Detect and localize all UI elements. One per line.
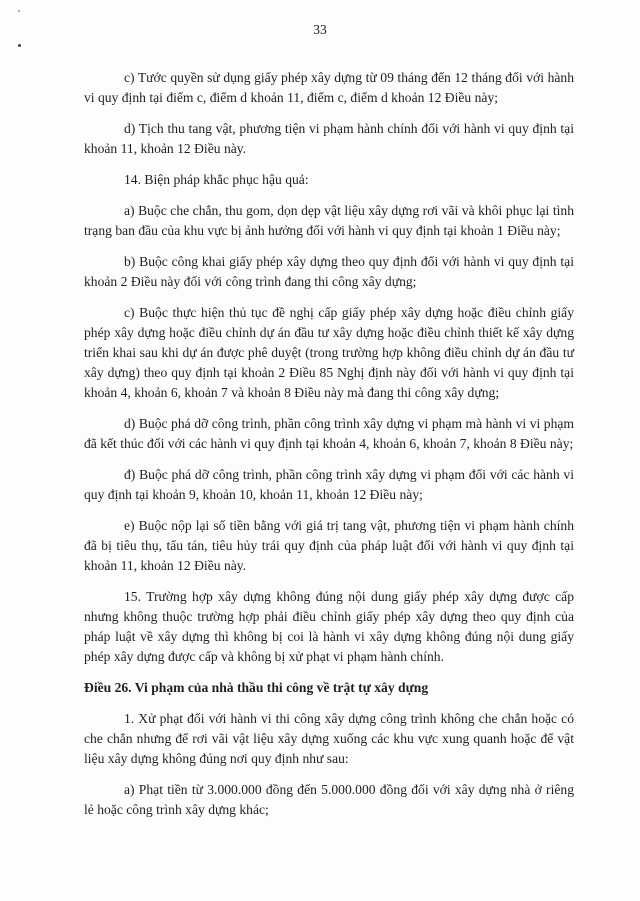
paragraph-14dd: đ) Buộc phá dỡ công trình, phần công trình xây dựng vi phạm đối với các hành vi quy định tại khoản 9, khoản 10, khoản 11, khoản 12 Điều này; [84,467,574,502]
article-heading: Điều 26. Vi phạm của nhà thầu thi công về trật tự xây dựng [84,680,429,695]
scan-speck [18,44,21,47]
paragraph-14: 14. Biện pháp khắc phục hậu quả: [124,172,309,187]
document-body [84,68,574,831]
paragraph-14c: c) Buộc thực hiện thủ tục đề nghị cấp giấy phép xây dựng hoặc điều chỉnh giấy phép xây dựng hoặc điều chỉnh dự án đầu tư xây dựng hoặc điều chỉnh thiết kế xây dựng triển khai sau khi dự án được phê duyệt (trong trường hợp không điều chỉnh dự án đầu tư xây dựng) theo quy định tại khoản 2 Điều 85 Nghị định này đối với hành vi quy định tại khoản 4, khoản 6, khoản 7 và khoản 8 Điều này mà đang thi công xây dựng; [84,305,574,400]
scan-speck [18,10,20,12]
paragraph-14e: e) Buộc nộp lại số tiền bằng với giá trị tang vật, phương tiện vi phạm hành chính đã bị tiêu thụ, tẩu tán, tiêu hủy trái quy định của pháp luật đối với hành vi quy định tại khoản 11, khoản 12 Điều này. [84,518,574,573]
paragraph-14d: d) Buộc phá dỡ công trình, phần công trình xây dựng vi phạm mà hành vi vi phạm đã kết thúc đối với các hành vi quy định tại khoản 4, khoản 6, khoản 7, khoản 8 Điều này; [84,416,574,451]
paragraph-13d: d) Tịch thu tang vật, phương tiện vi phạm hành chính đối với hành vi quy định tại khoản 11, khoản 12 Điều này. [84,121,574,156]
article-paragraph-1a: a) Phạt tiền từ 3.000.000 đồng đến 5.000.000 đồng đối với xây dựng nhà ở riêng lẻ hoặc công trình xây dựng khác; [84,782,574,817]
paragraph-13c: c) Tước quyền sử dụng giấy phép xây dựng từ 09 tháng đến 12 tháng đối với hành vi quy định tại điểm c, điểm d khoản 11, điểm c, điểm d khoản 12 Điều này; [84,70,574,105]
paragraph-14b: b) Buộc công khai giấy phép xây dựng theo quy định đối với hành vi quy định tại khoản 2 Điều này đối với công trình đang thi công xây dựng; [84,254,574,289]
article-paragraph-1: 1. Xử phạt đối với hành vi thi công xây dựng công trình không che chắn hoặc có che chắn nhưng để rơi vãi vật liệu xây dựng xuống các khu vực xung quanh hoặc để vật liệu xây dựng không đúng nơi quy định như sau: [84,711,574,766]
paragraph-14a: a) Buộc che chắn, thu gom, dọn dẹp vật liệu xây dựng rơi vãi và khôi phục lại tình trạng ban đầu của khu vực bị ảnh hưởng đối với hành vi quy định tại khoản 1 Điều này; [84,203,574,238]
page-number: 33 [313,22,327,37]
paragraph-15: 15. Trường hợp xây dựng không đúng nội dung giấy phép xây dựng được cấp nhưng không thuộc trường hợp phải điều chỉnh giấy phép xây dựng theo quy định của pháp luật về xây dựng thì không bị coi là hành vi xây dựng không đúng nội dung giấy phép xây dựng được cấp và không bị xử phạt vi phạm hành chính. [84,589,574,664]
